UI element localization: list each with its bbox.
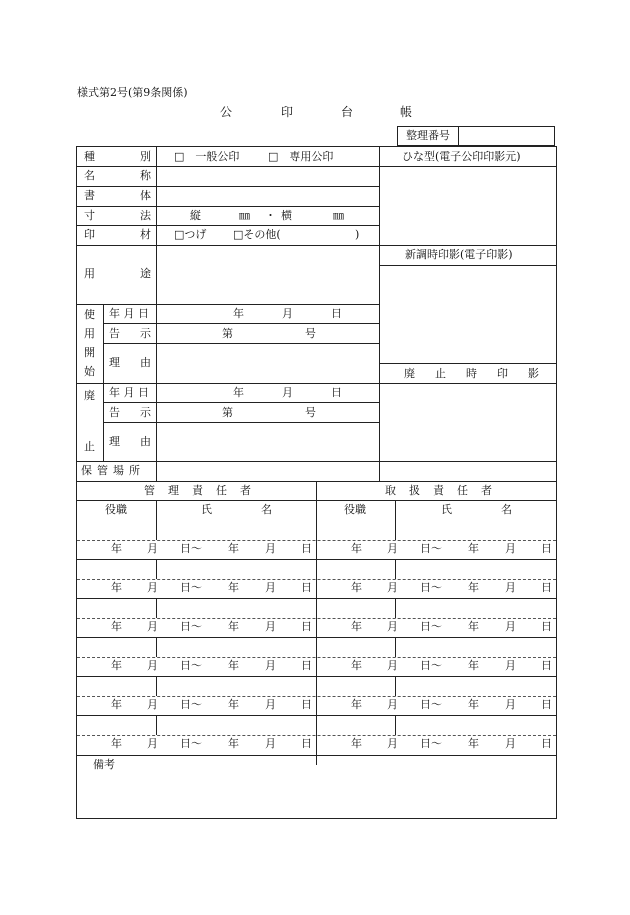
date-day: 日 xyxy=(331,307,342,320)
handler-period-text: 日〜 xyxy=(420,737,442,750)
manager-period-text: 年 xyxy=(111,737,122,750)
handler-period-text: 月 xyxy=(387,542,398,555)
size-height-label: 縦 xyxy=(190,209,201,222)
start-use-label: 用 xyxy=(84,327,95,340)
abolition-impression-header: 廃 xyxy=(404,367,415,380)
storage-place-label: 管 xyxy=(97,464,108,477)
material-label: 材 xyxy=(140,228,151,241)
handler-period-text: 年 xyxy=(351,659,362,672)
title-char: 印 xyxy=(281,105,294,119)
abolition-impression-header: 影 xyxy=(528,367,539,380)
handler-header: 任 xyxy=(457,484,468,497)
title-char: 帳 xyxy=(400,105,413,119)
manager-period-text: 日〜 xyxy=(180,698,202,711)
handler-period-text: 月 xyxy=(387,737,398,750)
special-seal-checkbox[interactable]: □ 専用公印 xyxy=(268,150,334,163)
date-year: 年 xyxy=(233,386,244,399)
handler-period-text: 月 xyxy=(505,581,516,594)
handler-header: 者 xyxy=(481,484,492,497)
abolition-label: 廃 xyxy=(84,389,95,402)
title-char: 公 xyxy=(220,105,233,119)
position-column-header: 役職 xyxy=(344,503,366,516)
handler-header: 取 xyxy=(385,484,396,497)
registry-number-field[interactable] xyxy=(459,127,555,145)
name-column-header: 名 xyxy=(501,503,512,516)
date-day: 日 xyxy=(331,386,342,399)
other-material-close: ) xyxy=(355,228,360,241)
notice-label: 示 xyxy=(140,406,151,419)
name-label: 称 xyxy=(140,169,151,182)
manager-period-text: 月 xyxy=(147,659,158,672)
handler-period-text: 日 xyxy=(541,659,552,672)
handler-period-text: 月 xyxy=(387,620,398,633)
manager-period-text: 月 xyxy=(265,698,276,711)
manager-period-text: 月 xyxy=(147,542,158,555)
remarks-label: 備考 xyxy=(93,758,115,771)
other-material-checkbox[interactable]: □その他( xyxy=(233,228,281,241)
manager-period-text: 年 xyxy=(111,698,122,711)
manager-period-text: 月 xyxy=(147,737,158,750)
abolition-impression-header: 時 xyxy=(466,367,477,380)
abolition-impression-header: 止 xyxy=(435,367,446,380)
purpose-label: 用 xyxy=(84,267,95,280)
date-label: 年 月 日 xyxy=(109,307,149,320)
handler-period-text: 年 xyxy=(468,737,479,750)
manager-period-text: 日 xyxy=(301,737,312,750)
handler-period-text: 年 xyxy=(351,737,362,750)
handler-period-text: 月 xyxy=(505,737,516,750)
size-unit: ㎜ xyxy=(333,209,344,222)
manager-period-text: 日 xyxy=(301,659,312,672)
manager-period-text: 月 xyxy=(265,542,276,555)
type-label: 種 xyxy=(84,150,95,163)
abolition-label: 止 xyxy=(84,440,95,453)
registry-number-label: 整理番号 xyxy=(398,127,459,145)
name-column-header: 氏 xyxy=(201,503,212,516)
font-style-label: 書 xyxy=(84,189,95,202)
manager-header: 管 xyxy=(144,484,155,497)
manager-period-text: 日 xyxy=(301,542,312,555)
manager-header: 任 xyxy=(216,484,227,497)
storage-place-label: 保 xyxy=(81,464,92,477)
material-label: 印 xyxy=(84,228,95,241)
manager-period-text: 年 xyxy=(111,659,122,672)
form-number-label: 様式第2号(第9条関係) xyxy=(77,86,188,99)
manager-period-text: 年 xyxy=(228,542,239,555)
purpose-label: 途 xyxy=(140,267,151,280)
manager-period-text: 日 xyxy=(301,620,312,633)
manager-period-text: 月 xyxy=(265,581,276,594)
new-impression-header: 新調時印影(電子印影) xyxy=(405,248,513,261)
handler-period-text: 年 xyxy=(351,581,362,594)
reason-label: 由 xyxy=(140,435,151,448)
registry-number-box xyxy=(397,126,555,146)
manager-period-text: 月 xyxy=(147,620,158,633)
size-separator: ・ xyxy=(265,209,276,222)
handler-period-text: 日 xyxy=(541,737,552,750)
handler-period-text: 日〜 xyxy=(420,659,442,672)
manager-period-text: 月 xyxy=(147,581,158,594)
manager-header: 責 xyxy=(192,484,203,497)
manager-period-text: 年 xyxy=(111,581,122,594)
date-year: 年 xyxy=(233,307,244,320)
manager-period-text: 日 xyxy=(301,581,312,594)
reason-label: 理 xyxy=(109,356,120,369)
date-month: 月 xyxy=(282,307,293,320)
title-char: 台 xyxy=(341,105,354,119)
handler-period-text: 日〜 xyxy=(420,581,442,594)
handler-period-text: 月 xyxy=(387,659,398,672)
manager-period-text: 日 xyxy=(301,698,312,711)
manager-period-text: 日〜 xyxy=(180,659,202,672)
manager-period-text: 年 xyxy=(228,620,239,633)
notice-no-suffix: 号 xyxy=(305,406,316,419)
start-use-label: 開 xyxy=(84,346,95,359)
start-use-label: 使 xyxy=(84,308,95,321)
general-seal-checkbox[interactable]: □ 一般公印 xyxy=(174,150,240,163)
handler-period-text: 日 xyxy=(541,620,552,633)
size-width-label: 横 xyxy=(281,209,292,222)
position-column-header: 役職 xyxy=(105,503,127,516)
reason-label: 由 xyxy=(140,356,151,369)
manager-period-text: 年 xyxy=(228,581,239,594)
manager-header: 理 xyxy=(168,484,179,497)
manager-period-text: 月 xyxy=(265,620,276,633)
manager-period-text: 月 xyxy=(265,737,276,750)
handler-period-text: 日 xyxy=(541,542,552,555)
notice-label: 告 xyxy=(109,327,120,340)
handler-period-text: 日 xyxy=(541,698,552,711)
handler-period-text: 年 xyxy=(468,581,479,594)
size-label: 法 xyxy=(140,209,151,222)
manager-period-text: 年 xyxy=(228,737,239,750)
handler-period-text: 年 xyxy=(351,620,362,633)
font-style-label: 体 xyxy=(140,189,151,202)
manager-period-text: 月 xyxy=(265,659,276,672)
manager-period-text: 年 xyxy=(111,542,122,555)
handler-period-text: 日〜 xyxy=(420,620,442,633)
size-label: 寸 xyxy=(84,209,95,222)
name-label: 名 xyxy=(84,169,95,182)
handler-period-text: 月 xyxy=(505,620,516,633)
handler-period-text: 年 xyxy=(351,698,362,711)
handler-period-text: 年 xyxy=(351,542,362,555)
name-column-header: 名 xyxy=(261,503,272,516)
handler-period-text: 年 xyxy=(468,542,479,555)
manager-period-text: 日〜 xyxy=(180,737,202,750)
notice-no-suffix: 号 xyxy=(305,327,316,340)
notice-no-prefix: 第 xyxy=(222,406,233,419)
manager-period-text: 日〜 xyxy=(180,581,202,594)
manager-period-text: 日〜 xyxy=(180,542,202,555)
template-header: ひな型(電子公印印影元) xyxy=(402,150,521,163)
name-column-header: 氏 xyxy=(441,503,452,516)
handler-period-text: 年 xyxy=(468,698,479,711)
handler-period-text: 月 xyxy=(387,581,398,594)
size-unit: ㎜ xyxy=(239,209,250,222)
manager-period-text: 年 xyxy=(111,620,122,633)
abolition-impression-header: 印 xyxy=(497,367,508,380)
ledger-table xyxy=(76,146,557,819)
boxwood-checkbox[interactable]: □つげ xyxy=(174,228,207,241)
manager-period-text: 日〜 xyxy=(180,620,202,633)
notice-no-prefix: 第 xyxy=(222,327,233,340)
handler-period-text: 年 xyxy=(468,659,479,672)
manager-header: 者 xyxy=(240,484,251,497)
notice-label: 示 xyxy=(140,327,151,340)
manager-period-text: 月 xyxy=(147,698,158,711)
manager-period-text: 年 xyxy=(228,659,239,672)
type-label: 別 xyxy=(140,150,151,163)
reason-label: 理 xyxy=(109,435,120,448)
page-title xyxy=(0,103,630,119)
manager-period-text: 年 xyxy=(228,698,239,711)
date-month: 月 xyxy=(282,386,293,399)
handler-header: 扱 xyxy=(409,484,420,497)
notice-label: 告 xyxy=(109,406,120,419)
storage-place-label: 場 xyxy=(113,464,124,477)
handler-period-text: 月 xyxy=(505,659,516,672)
handler-period-text: 日〜 xyxy=(420,698,442,711)
date-label: 年 月 日 xyxy=(109,386,149,399)
handler-period-text: 月 xyxy=(387,698,398,711)
handler-header: 責 xyxy=(433,484,444,497)
start-use-label: 始 xyxy=(84,365,95,378)
storage-place-label: 所 xyxy=(129,464,140,477)
handler-period-text: 日 xyxy=(541,581,552,594)
handler-period-text: 月 xyxy=(505,542,516,555)
handler-period-text: 月 xyxy=(505,698,516,711)
handler-period-text: 年 xyxy=(468,620,479,633)
handler-period-text: 日〜 xyxy=(420,542,442,555)
